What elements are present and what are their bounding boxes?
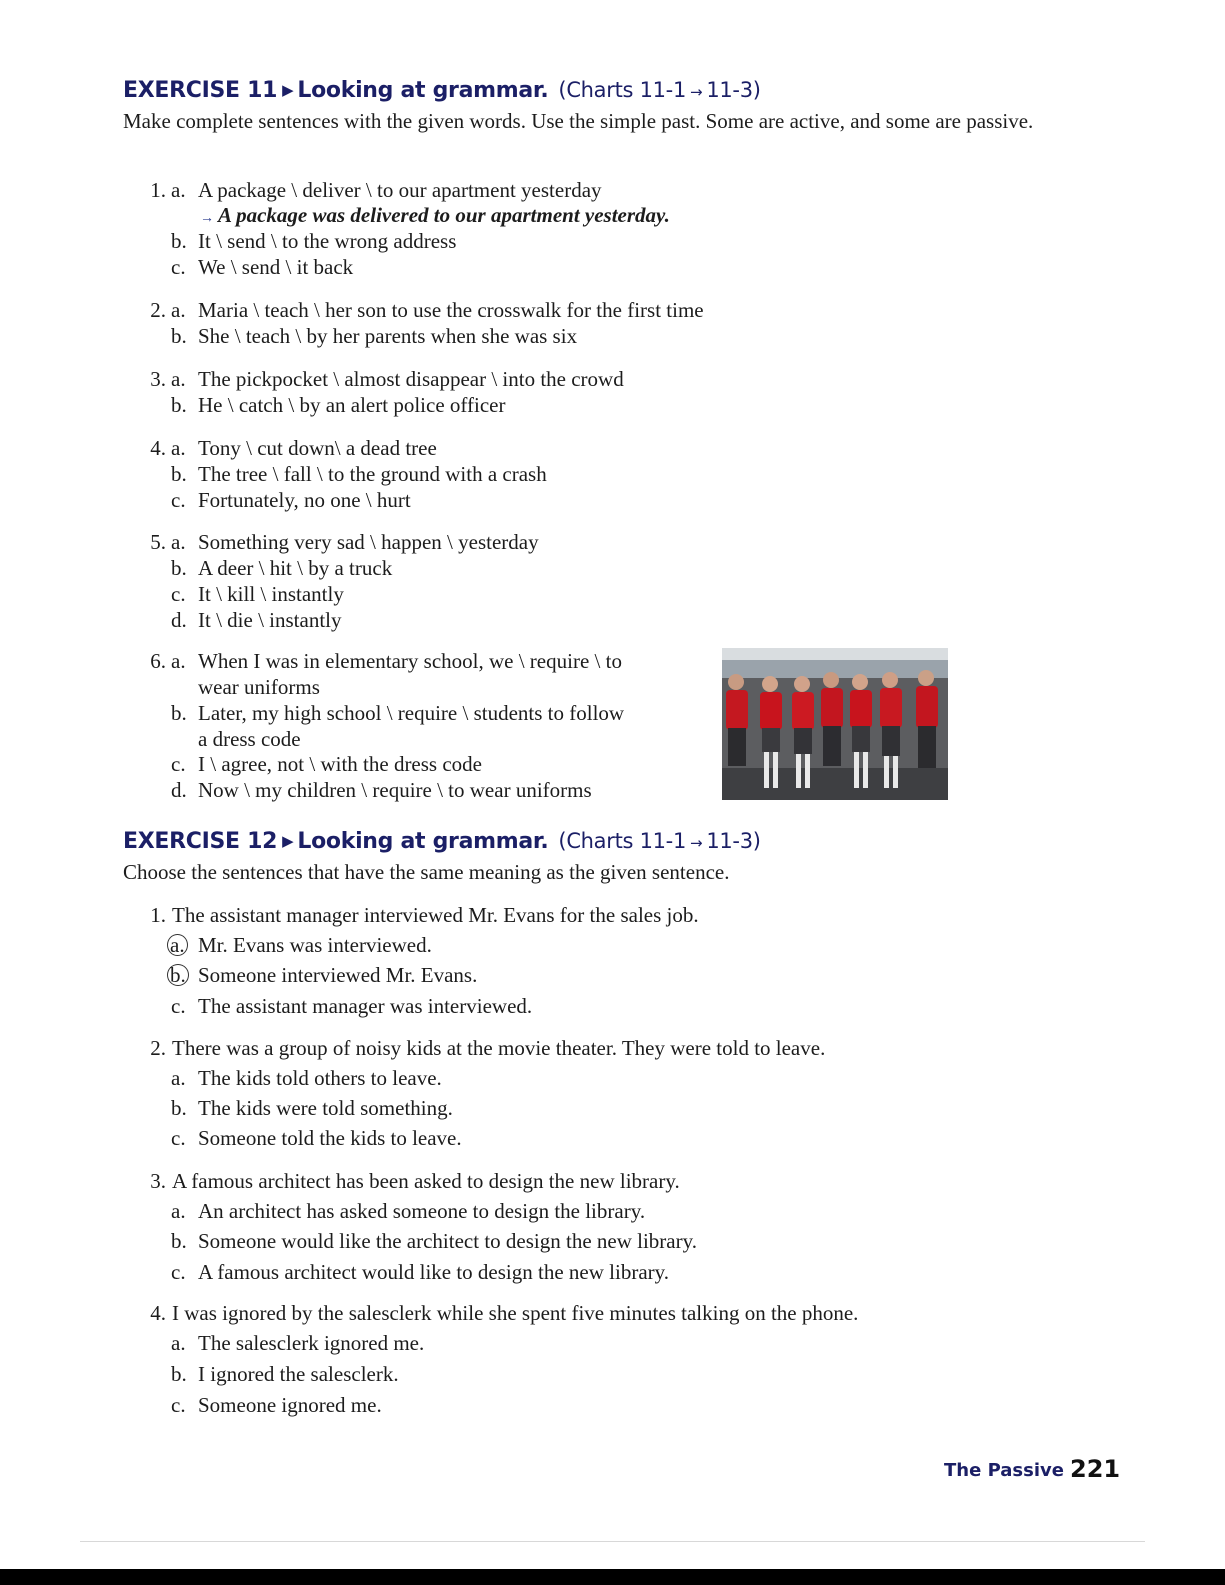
option-letter: c.	[171, 255, 186, 279]
option-letter-circled	[171, 963, 190, 987]
exercise-title: Looking at grammar.	[297, 78, 549, 103]
school-uniforms-photo	[722, 648, 948, 800]
scan-edge	[0, 1569, 1225, 1585]
option-text: An architect has asked someone to design the library.	[198, 1199, 646, 1223]
option-letter: b.	[171, 556, 187, 580]
item-number: 6.	[150, 649, 166, 673]
item-number: 2.	[150, 1036, 166, 1060]
prompt-text-continued: wear uniforms	[198, 675, 320, 699]
option-text: The kids were told something.	[198, 1096, 453, 1120]
option-text: A famous architect would like to design the new library.	[198, 1260, 670, 1284]
prompt-text: It \ kill \ instantly	[198, 582, 344, 606]
prompt-text: I \ agree, not \ with the dress code	[198, 752, 482, 776]
circle-mark-icon: a.	[167, 934, 188, 956]
option-letter: d.	[171, 608, 187, 632]
option-letter: c.	[171, 752, 186, 776]
given-sentence: The assistant manager interviewed Mr. Evans for the sales job.	[172, 903, 699, 927]
item-number: 3.	[150, 1169, 166, 1193]
exercise-label: EXERCISE 11	[123, 78, 278, 103]
prompt-text: It \ die \ instantly	[198, 608, 342, 632]
answer-text: A package was delivered to our apartment yesterday.	[218, 203, 670, 227]
option-letter-circled	[171, 933, 189, 957]
prompt-text: We \ send \ it back	[198, 255, 354, 279]
item-number: 1.	[150, 903, 166, 927]
option-text: Someone would like the architect to design the new library.	[198, 1229, 697, 1253]
prompt-text: Maria \ teach \ her son to use the crosswalk for the first time	[198, 298, 704, 322]
charts-from: 11-1	[639, 78, 687, 102]
prompt-text: Now \ my children \ require \ to wear uniforms	[198, 778, 592, 802]
option-letter: a.	[171, 530, 186, 554]
play-arrow-icon: ▶	[282, 81, 294, 99]
item-number: 3.	[150, 367, 166, 391]
option-letter: c.	[171, 488, 186, 512]
option-letter: a.	[171, 1331, 186, 1355]
charts-open: (Charts	[558, 78, 634, 102]
charts-open: (Charts	[558, 829, 634, 853]
prompt-text: He \ catch \ by an alert police officer	[198, 393, 506, 417]
chart-reference	[558, 829, 760, 853]
option-letter: b.	[171, 229, 187, 253]
option-letter: a.	[171, 1066, 186, 1090]
exercise-12-instructions: Choose the sentences that have the same meaning as the given sentence.	[123, 860, 730, 884]
prompt-text-continued: a dress code	[198, 727, 301, 751]
item-number: 5.	[150, 530, 166, 554]
option-letter: a.	[171, 436, 186, 460]
option-letter: b.	[171, 1096, 187, 1120]
option-letter: a.	[171, 178, 186, 202]
prompt-text: A deer \ hit \ by a truck	[198, 556, 393, 580]
option-text: Mr. Evans was interviewed.	[198, 933, 432, 957]
item-number: 4.	[150, 436, 166, 460]
prompt-text: It \ send \ to the wrong address	[198, 229, 457, 253]
play-arrow-icon: ▶	[282, 832, 294, 850]
option-letter: a.	[171, 298, 186, 322]
exercise-11-heading	[123, 78, 761, 103]
prompt-text: Tony \ cut down\ a dead tree	[198, 436, 437, 460]
charts-to: 11-3)	[706, 829, 761, 853]
option-letter: b.	[171, 324, 187, 348]
example-answer	[200, 203, 670, 231]
option-letter: c.	[171, 1393, 186, 1417]
chapter-title: The Passive	[944, 1460, 1064, 1481]
charts-to: 11-3)	[706, 78, 761, 102]
prompt-text: Something very sad \ happen \ yesterday	[198, 530, 539, 554]
option-text: The kids told others to leave.	[198, 1066, 442, 1090]
option-letter: a.	[171, 1199, 186, 1223]
option-letter: b.	[171, 462, 187, 486]
option-letter: c.	[171, 1126, 186, 1150]
circle-mark-icon: b.	[167, 964, 189, 986]
option-letter: b.	[171, 1229, 187, 1253]
prompt-text: When I was in elementary school, we \ require \ to	[198, 649, 622, 673]
page-rule	[80, 1541, 1145, 1542]
given-sentence: There was a group of noisy kids at the movie theater. They were told to leave.	[172, 1036, 826, 1060]
option-text: Someone interviewed Mr. Evans.	[198, 963, 478, 987]
option-letter: c.	[171, 994, 186, 1018]
option-letter: d.	[171, 778, 187, 802]
right-arrow-icon: →	[690, 834, 703, 852]
item-number: 1.	[150, 178, 166, 202]
option-letter: c.	[171, 582, 186, 606]
option-letter: c.	[171, 1260, 186, 1284]
option-letter: a.	[171, 367, 186, 391]
exercise-label: EXERCISE 12	[123, 829, 278, 854]
option-text: I ignored the salesclerk.	[198, 1362, 399, 1386]
right-arrow-icon: →	[200, 211, 214, 226]
exercise-title: Looking at grammar.	[297, 829, 549, 854]
prompt-text: Later, my high school \ require \ students to follow	[198, 701, 625, 725]
option-text: The salesclerk ignored me.	[198, 1331, 425, 1355]
prompt-text: The tree \ fall \ to the ground with a crash	[198, 462, 547, 486]
option-letter: b.	[171, 1362, 187, 1386]
right-arrow-icon: →	[690, 83, 703, 101]
option-letter: a.	[171, 649, 186, 673]
given-sentence: I was ignored by the salesclerk while she spent five minutes talking on the phone.	[172, 1301, 859, 1325]
exercise-12-heading	[123, 829, 761, 854]
uniform-children-illustration	[722, 648, 948, 800]
item-number: 4.	[150, 1301, 166, 1325]
page-number: 221	[1070, 1455, 1121, 1483]
charts-from: 11-1	[639, 829, 687, 853]
prompt-text: The pickpocket \ almost disappear \ into the crowd	[198, 367, 624, 391]
chart-reference	[558, 78, 760, 102]
option-text: Someone ignored me.	[198, 1393, 382, 1417]
option-letter: b.	[171, 393, 187, 417]
option-text: The assistant manager was interviewed.	[198, 994, 533, 1018]
given-sentence: A famous architect has been asked to design the new library.	[172, 1169, 680, 1193]
option-text: Someone told the kids to leave.	[198, 1126, 462, 1150]
option-letter: b.	[171, 701, 187, 725]
prompt-text: Fortunately, no one \ hurt	[198, 488, 411, 512]
item-number: 2.	[150, 298, 166, 322]
prompt-text: A package \ deliver \ to our apartment yesterday	[198, 178, 602, 202]
exercise-11-instructions: Make complete sentences with the given words. Use the simple past. Some are active, and some are passive.	[123, 109, 1034, 133]
prompt-text: She \ teach \ by her parents when she was six	[198, 324, 578, 348]
